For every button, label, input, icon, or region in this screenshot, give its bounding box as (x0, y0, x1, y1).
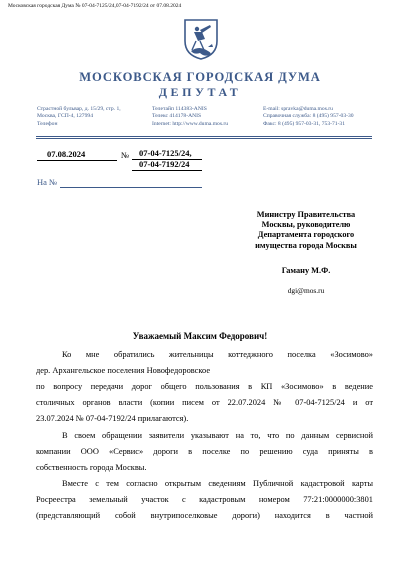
contacts-info (263, 106, 354, 128)
paragraph-line: по вопросу передачи дорог общего пользования в КП «Зосимово» в ведение (36, 382, 373, 391)
info-phone-line: Справочная служба: 8 (495) 957-03-30 (263, 113, 354, 120)
paragraph-line: компании ООО «Сервис» дороги в поселке по решению суда приняты в (36, 447, 373, 456)
address-line: Москва, ГСП-4, 127994 (37, 113, 93, 120)
recipient-line: Министру Правительства (256, 210, 356, 219)
address-line: Страстной бульвар, д. 15/29, стр. 1, (37, 106, 121, 112)
paragraph-line: 23.07.2024 № 07-04-7192/24 прилагаются). (36, 414, 189, 423)
contacts-telex (152, 106, 228, 128)
paragraph-line: Ко мне обратились жительницы коттеджного поселка «Зосимово» (62, 350, 373, 359)
paragraph-line: дер. Архангельское поселения Новофедоровское (36, 366, 211, 375)
header-divider (36, 136, 372, 137)
paragraph-line: Вместе с тем согласно открытым сведениям Публичной кадастровой карты (62, 479, 373, 488)
organization-title: ДЕПУТАТ (158, 85, 242, 99)
telex-line: Телекс 414178-ANIS (152, 113, 202, 120)
organization-name: МОСКОВСКАЯ ГОРОДСКАЯ ДУМА (79, 70, 321, 84)
moscow-coat-of-arms-icon (182, 17, 220, 61)
recipient-line: имущества города Москвы (255, 240, 357, 250)
paragraph-3 (36, 476, 373, 524)
letter-number-1: 07-04-7125/24, (139, 148, 192, 158)
telex-line: Телетайп 114383-ANIS (152, 106, 207, 112)
reference-number-underline (60, 187, 202, 188)
contacts-address (37, 106, 121, 128)
reference-number-label: На № (37, 177, 58, 187)
paragraph-line: В своем обращении заявители указывают на то, что по данным сервисной (62, 431, 373, 440)
recipient-block (240, 210, 372, 251)
phone-label: Телефон (37, 120, 58, 127)
recipient-email: dgi@mos.ru (287, 286, 325, 295)
document-header-line: Московская городская Дума № 07-04-7125/24,07-04-7192/24 от 07.08.2024 (8, 3, 182, 9)
addressee-name: Гаману М.Ф. (281, 266, 331, 275)
internet-line: Internet: http://www.duma.mos.ru (152, 120, 229, 127)
paragraph-2 (36, 428, 373, 476)
number-sign: № (121, 150, 130, 160)
letter-number-2: 07-04-7192/24 (139, 159, 190, 169)
paragraph-line: Росреестра земельный участок с кадастровым номером 77:21:0000000:3801 (36, 495, 373, 504)
date-underline (37, 160, 117, 161)
header-divider-thin (36, 138, 372, 139)
letter-date: 07.08.2024 (47, 149, 86, 159)
paragraph-line: (представляющий собой внутрипоселковые дороги) находится в частной (36, 511, 373, 520)
paragraph-line: собственность города Москвы. (36, 463, 147, 472)
email-line: E-mail: spravka@duma.mos.ru (263, 106, 333, 112)
paragraph-1 (36, 347, 373, 427)
fax-line: Факс: 8 (495) 957-03-31, 753-71-31 (263, 120, 346, 127)
recipient-line: Департамента городского (257, 230, 355, 240)
greeting: Уважаемый Максим Федорович! (132, 331, 268, 341)
number-underline-2 (132, 170, 202, 171)
recipient-line: Москвы, руководителю (261, 220, 351, 230)
paragraph-line: столичных органов власти (копии писем от 22.07.2024 № 07-04-7125/24 и от (36, 398, 373, 407)
